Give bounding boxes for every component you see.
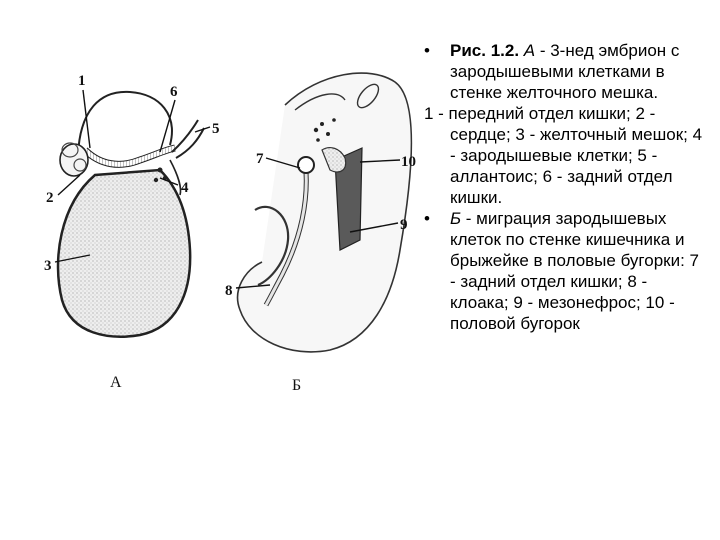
label-1: 1: [78, 73, 86, 89]
caption-item-b: [414, 208, 704, 334]
panel-letter-a: А: [523, 41, 536, 60]
label-2: 2: [46, 190, 54, 206]
label-7: 7: [256, 151, 264, 167]
figure-caption: [414, 40, 704, 334]
label-4: 4: [181, 180, 189, 196]
allantois-shape: [172, 120, 204, 158]
label-3: 3: [44, 258, 52, 274]
label-9: 9: [400, 217, 408, 233]
embryo-body-shape: [238, 73, 412, 352]
yolk-sac-shape: [58, 170, 190, 337]
label-8: 8: [225, 283, 233, 299]
panel-label-b: Б: [292, 377, 302, 394]
figure-number: Рис. 1.2.: [450, 41, 520, 60]
embryo-b-drawing: [238, 73, 412, 352]
caption-item-a: [414, 40, 704, 103]
panel-label-a: А: [110, 374, 122, 391]
legend-a: 1 - передний отдел кишки; 2 - сердце; 3 - желточный мешок; 4 - зародышевые клетки; 5 - аллантоис; 6 - задний отдел кишки.: [424, 104, 703, 207]
amnion-shape: [78, 92, 172, 155]
label-5: 5: [212, 121, 220, 137]
bullet-icon: •: [424, 41, 430, 60]
panel-letter-b: Б: [450, 209, 462, 228]
caption-a-text: - 3-нед эмбрион с зародышевыми клетками в стенке желточного мешка.: [450, 41, 680, 102]
label-6: 6: [170, 84, 178, 100]
label-10: 10: [401, 154, 416, 170]
embryo-a-drawing: [58, 92, 204, 337]
caption-b-text: - миграция зародышевых клеток по стенке кишечника и брыжейке в половые бугорки: 7 - задний отдел кишки; 8 - клоака; 9 - мезонефрос; 10 - половой бугорок: [450, 209, 700, 333]
bullet-icon: •: [424, 209, 430, 228]
